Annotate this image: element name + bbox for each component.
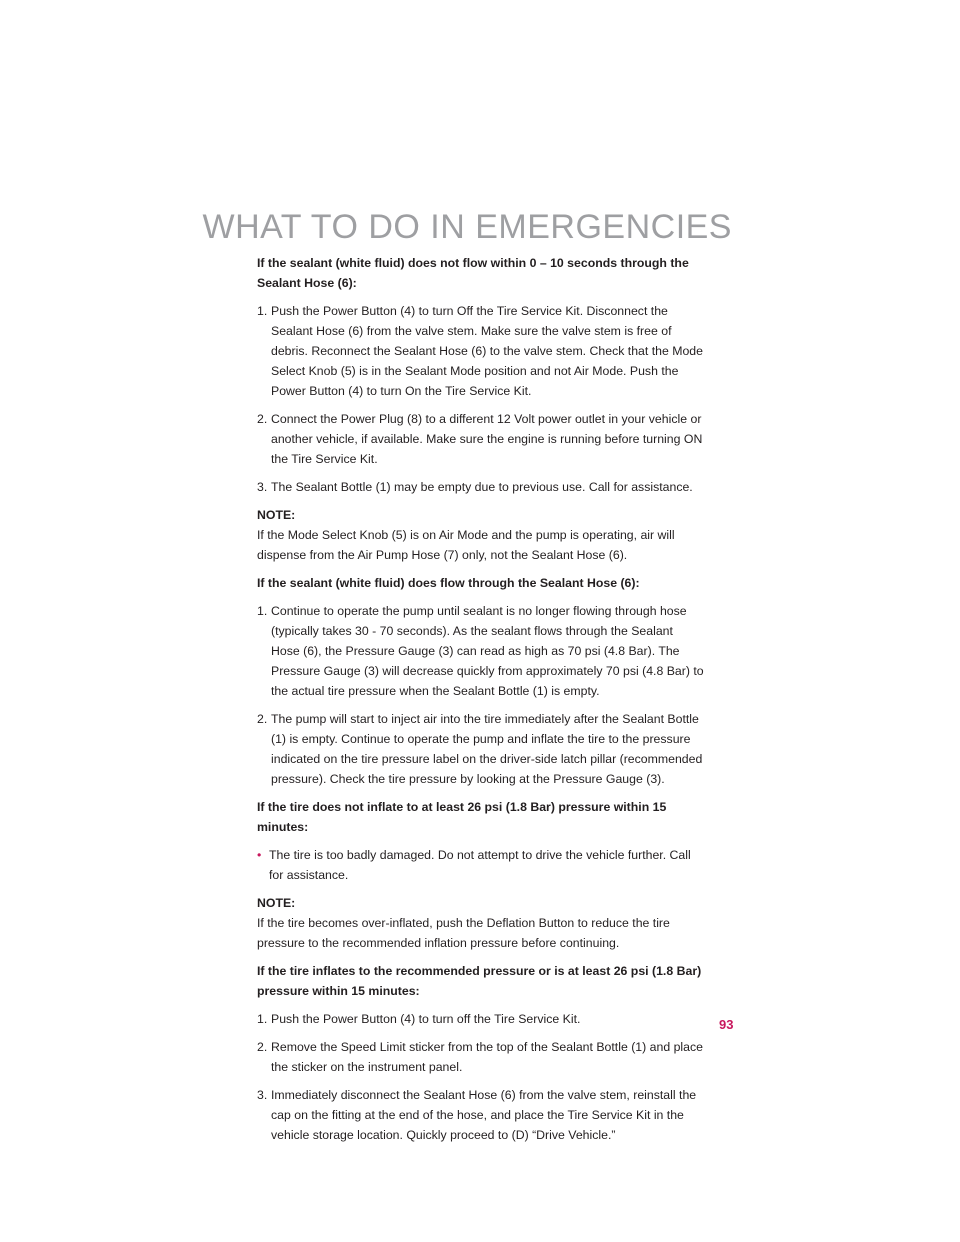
step-number: 1. bbox=[257, 604, 268, 618]
section-no-flow bbox=[257, 253, 704, 497]
page-content bbox=[257, 253, 704, 1153]
section-heading: If the sealant (white fluid) does flow through the Sealant Hose (6): bbox=[257, 576, 640, 590]
list-item bbox=[257, 477, 704, 497]
section-inflates bbox=[257, 961, 704, 1145]
step-number: 2. bbox=[257, 712, 268, 726]
list-item bbox=[257, 1037, 704, 1077]
step-text: Connect the Power Plug (8) to a different 12 Volt power outlet in your vehicle or another vehicle, if available. Make sure the engine is running before turning ON the Tire Service Kit. bbox=[271, 412, 703, 466]
section-does-flow bbox=[257, 573, 704, 789]
step-number: 2. bbox=[257, 412, 268, 426]
step-number: 1. bbox=[257, 304, 268, 318]
section-does-not-inflate bbox=[257, 797, 704, 885]
page-number: 93 bbox=[719, 1017, 734, 1032]
step-list bbox=[257, 601, 704, 789]
bullet-text: The tire is too badly damaged. Do not attempt to drive the vehicle further. Call for assistance. bbox=[269, 848, 691, 882]
step-number: 3. bbox=[257, 1088, 268, 1102]
section-heading: If the tire does not inflate to at least 26 psi (1.8 Bar) pressure within 15 minutes: bbox=[257, 800, 667, 834]
step-text: The Sealant Bottle (1) may be empty due to previous use. Call for assistance. bbox=[271, 480, 693, 494]
section-header: WHAT TO DO IN EMERGENCIES bbox=[202, 208, 732, 246]
list-item bbox=[257, 845, 704, 885]
step-text: The pump will start to inject air into the tire immediately after the Sealant Bottle (1) is empty. Continue to operate the pump and inflate the tire to the pressure indicated on the tire pressure label on the driver-side latch pillar (recommended pressure). Check the tire pressure by looking at the Pressure Gauge (3). bbox=[271, 712, 703, 786]
note-over-inflated bbox=[257, 893, 704, 953]
step-list bbox=[257, 1009, 704, 1145]
list-item bbox=[257, 1085, 704, 1145]
list-item bbox=[257, 709, 704, 789]
step-text: Push the Power Button (4) to turn Off the Tire Service Kit. Disconnect the Sealant Hose (6) from the valve stem. Make sure the valve stem is free of debris. Reconnect the Sealant Hose (6) to the valve stem. Check that the Mode Select Knob (5) is in the Sealant Mode position and not Air Mode. Push the Power Button (4) to turn On the Tire Service Kit. bbox=[271, 304, 703, 398]
step-number: 3. bbox=[257, 480, 268, 494]
bullet-icon: • bbox=[257, 848, 262, 862]
bullet-list bbox=[257, 845, 704, 885]
step-number: 2. bbox=[257, 1040, 268, 1054]
list-item bbox=[257, 1009, 704, 1029]
step-text: Remove the Speed Limit sticker from the top of the Sealant Bottle (1) and place the sticker on the instrument panel. bbox=[271, 1040, 703, 1074]
list-item bbox=[257, 601, 704, 701]
note-text: If the Mode Select Knob (5) is on Air Mode and the pump is operating, air will dispense from the Air Pump Hose (7) only, not the Sealant Hose (6). bbox=[257, 528, 675, 562]
section-heading: If the tire inflates to the recommended pressure or is at least 26 psi (1.8 Bar) pressure within 15 minutes: bbox=[257, 964, 702, 998]
step-number: 1. bbox=[257, 1012, 268, 1026]
section-heading: If the sealant (white fluid) does not flow within 0 – 10 seconds through the Sealant Hose (6): bbox=[257, 256, 689, 290]
note-air-mode bbox=[257, 505, 704, 565]
step-list bbox=[257, 301, 704, 497]
note-text: If the tire becomes over-inflated, push the Deflation Button to reduce the tire pressure to the recommended inflation pressure before continuing. bbox=[257, 916, 670, 950]
step-text: Push the Power Button (4) to turn off the Tire Service Kit. bbox=[271, 1012, 581, 1026]
list-item bbox=[257, 409, 704, 469]
step-text: Immediately disconnect the Sealant Hose (6) from the valve stem, reinstall the cap on the fitting at the end of the hose, and place the Tire Service Kit in the vehicle storage location. Quickly proceed to (D) “Drive Vehicle.” bbox=[271, 1088, 697, 1142]
note-label: NOTE: bbox=[257, 508, 296, 522]
list-item bbox=[257, 301, 704, 401]
step-text: Continue to operate the pump until sealant is no longer flowing through hose (typically takes 30 - 70 seconds). As the sealant flows through the Sealant Hose (6), the Pressure Gauge (3) can read as high as 70 psi (4.8 Bar). The Pressure Gauge (3) will decrease quickly from approximately 70 psi (4.8 Bar) to the actual tire pressure when the Sealant Bottle (1) is empty. bbox=[271, 604, 704, 698]
note-label: NOTE: bbox=[257, 896, 296, 910]
